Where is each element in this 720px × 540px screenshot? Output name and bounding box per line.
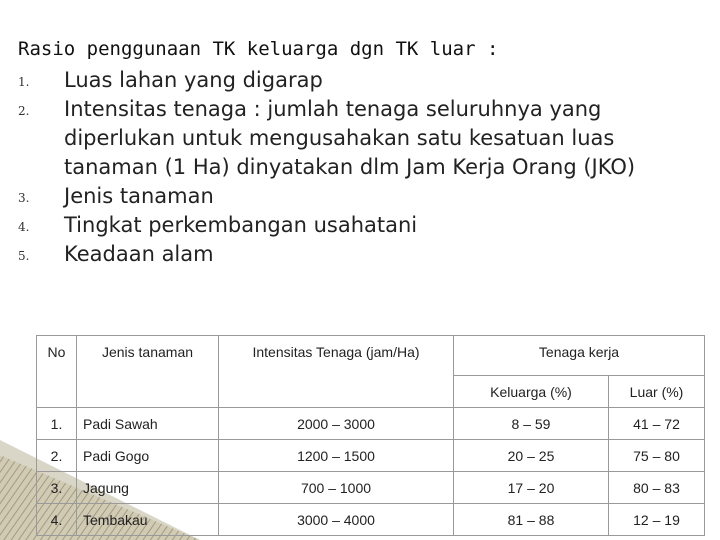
header-no: No [37, 336, 77, 408]
cell-keluarga: 8 – 59 [454, 408, 609, 440]
cell-intensitas: 3000 – 4000 [219, 504, 454, 536]
table-row [37, 408, 705, 440]
list-item [18, 240, 635, 269]
list-text: Luas lahan yang digarap [64, 68, 323, 92]
table-header-row [37, 336, 705, 376]
cell-jenis: Padi Sawah [77, 408, 219, 440]
list-number: 5. [18, 249, 30, 263]
table-row [37, 504, 705, 536]
factor-list [18, 66, 635, 269]
cell-luar: 41 – 72 [609, 408, 705, 440]
cell-intensitas: 2000 – 3000 [219, 408, 454, 440]
list-number: 3. [18, 191, 30, 205]
list-item [18, 211, 635, 240]
list-text: Tingkat perkembangan usahatani [64, 213, 418, 237]
labor-table [36, 335, 705, 536]
header-keluarga: Keluarga (%) [454, 376, 609, 408]
cell-keluarga: 17 – 20 [454, 472, 609, 504]
cell-no: 4. [37, 504, 77, 536]
header-jenis-tanaman: Jenis tanaman [77, 336, 219, 408]
list-number: 2. [18, 104, 30, 118]
cell-jenis: Jagung [77, 472, 219, 504]
cell-jenis: Tembakau [77, 504, 219, 536]
cell-no: 1. [37, 408, 77, 440]
list-text: Keadaan alam [64, 242, 214, 266]
cell-keluarga: 81 – 88 [454, 504, 609, 536]
cell-jenis: Padi Gogo [77, 440, 219, 472]
cell-keluarga: 20 – 25 [454, 440, 609, 472]
list-item [18, 182, 635, 211]
cell-intensitas: 700 – 1000 [219, 472, 454, 504]
cell-luar: 80 – 83 [609, 472, 705, 504]
list-text: Jenis tanaman [64, 184, 214, 208]
table-row [37, 472, 705, 504]
cell-luar: 75 – 80 [609, 440, 705, 472]
header-intensitas: Intensitas Tenaga (jam/Ha) [219, 336, 454, 408]
list-item [18, 66, 635, 95]
list-text: tanaman (1 Ha) dinyatakan dlm Jam Kerja Orang (JKO) [64, 155, 636, 179]
list-text: Intensitas tenaga : jumlah tenaga seluruhnya yang [64, 97, 602, 121]
cell-no: 3. [37, 472, 77, 504]
cell-intensitas: 1200 – 1500 [219, 440, 454, 472]
list-text: diperlukan untuk mengusahakan satu kesatuan luas [64, 126, 615, 150]
list-number: 1. [18, 75, 30, 89]
list-item [18, 95, 635, 182]
list-number: 4. [18, 220, 30, 234]
table-row [37, 440, 705, 472]
header-tenaga-kerja: Tenaga kerja [454, 336, 705, 376]
header-luar: Luar (%) [609, 376, 705, 408]
cell-no: 2. [37, 440, 77, 472]
slide-title: Rasio penggunaan TK keluarga dgn TK luar : [18, 38, 499, 60]
cell-luar: 12 – 19 [609, 504, 705, 536]
